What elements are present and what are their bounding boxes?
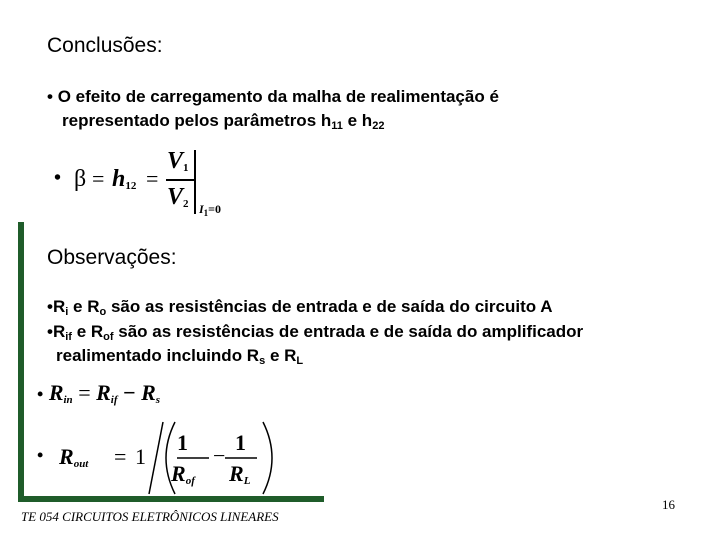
frac2-numerator: 1 <box>235 430 246 455</box>
equals-sign: = <box>92 166 105 191</box>
beta-formula <box>54 150 234 220</box>
formula-bullet: • <box>37 445 44 465</box>
green-accent-bar-vertical <box>18 222 24 502</box>
rout-formula: • $R_{out}$ = 1 1 $R_{of}$ − 1 $R_L$ <box>37 420 277 496</box>
division-brackets <box>145 420 277 496</box>
footer-course-title: TE 054 CIRCUITOS ELETRÔNICOS LINEARES <box>21 509 279 524</box>
conclusions-title: Conclusões: <box>47 34 163 57</box>
green-accent-bar-horizontal <box>18 496 324 502</box>
page-number: 16 <box>662 497 675 512</box>
rin-lhs: $R_{in}$ <box>48 380 73 406</box>
formula-bullet: • <box>37 384 44 404</box>
observation-line-2: $•R_{if}$ e $R_{of}$ são as resistências de entrada e de saída do amplificador <box>47 322 584 343</box>
bullet-marker: • <box>47 87 53 106</box>
evaluation-bar <box>194 150 196 214</box>
equals-sign-2: = <box>146 166 159 191</box>
frac2-denominator: $R_L$ <box>229 461 251 487</box>
observation-line-3: realimentado incluindo $R_s$ e $R_L$ <box>56 346 304 367</box>
fraction-numerator: $V_1$ <box>167 148 189 174</box>
fraction-denominator: $V_2$ <box>167 184 189 210</box>
h-parameter: $h_{12}$ <box>112 166 137 192</box>
minus-sign: − <box>213 443 226 468</box>
rs-term: $R_s$ <box>141 380 161 406</box>
conclusion-line-1: O efeito de carregamento da malha de realimentação é <box>57 87 499 106</box>
conclusion-bullet <box>47 86 499 108</box>
formula-bullet: • <box>54 167 62 189</box>
frac1-denominator: $R_{of}$ <box>171 461 195 487</box>
observations-title: Observações: <box>47 246 177 269</box>
fraction-bar <box>166 179 194 181</box>
rout-lhs: $R_{out}$ <box>59 444 89 470</box>
conclusion-line-2: representado pelos parâmetros $h_{11}$ e $h_{22}$ <box>62 111 385 132</box>
frac1-numerator: 1 <box>177 430 188 455</box>
beta-symbol: β <box>74 166 87 192</box>
rif-term: $R_{if}$ <box>96 380 118 406</box>
observation-line-1: $•R_i$ e $R_o$ são as resistências de entrada e de saída do circuito A <box>47 297 553 318</box>
rin-formula: • $R_{in} = R_{if} - R_s$ <box>37 380 161 406</box>
evaluation-condition: $I_1=0$ <box>199 202 222 218</box>
